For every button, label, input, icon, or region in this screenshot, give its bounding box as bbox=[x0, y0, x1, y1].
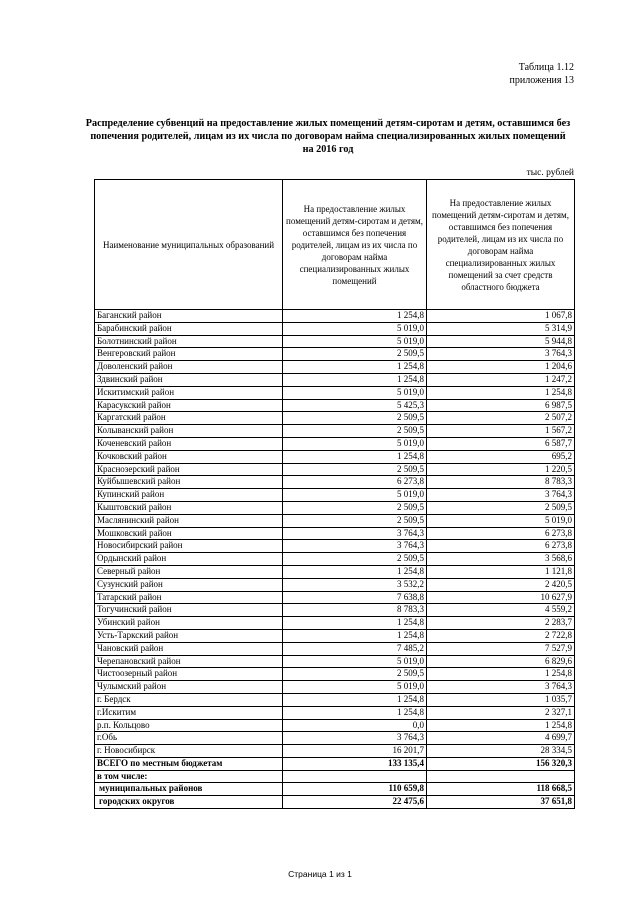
amount-total: 1 254,8 bbox=[283, 450, 427, 463]
municipality-name: Чановский район bbox=[95, 642, 283, 655]
table-row bbox=[95, 476, 575, 489]
amount-total: 1 254,8 bbox=[283, 310, 427, 323]
amount-regional: 1 035,7 bbox=[427, 693, 575, 706]
amount-total: 0,0 bbox=[283, 719, 427, 732]
amount-regional: 1 204,6 bbox=[427, 361, 575, 374]
amount-regional: 1 254,8 bbox=[427, 719, 575, 732]
amount-total: 5 019,0 bbox=[283, 655, 427, 668]
table-row bbox=[95, 399, 575, 412]
amount-total: 2 509,5 bbox=[283, 348, 427, 361]
amount-total: 2 509,5 bbox=[283, 425, 427, 438]
amount-regional: 3 568,6 bbox=[427, 553, 575, 566]
table-row bbox=[95, 527, 575, 540]
municipality-name: г. Бердск bbox=[95, 693, 283, 706]
amount-regional: 6 273,8 bbox=[427, 527, 575, 540]
municipality-name: городских округов bbox=[95, 796, 283, 809]
amount-regional: 1 567,2 bbox=[427, 425, 575, 438]
amount-total: 5 425,3 bbox=[283, 399, 427, 412]
municipality-name: Маслянинский район bbox=[95, 514, 283, 527]
table-row bbox=[95, 629, 575, 642]
amount-total: 3 764,3 bbox=[283, 527, 427, 540]
amount-total: 1 254,8 bbox=[283, 693, 427, 706]
amount-regional: 6 587,7 bbox=[427, 437, 575, 450]
amount-regional: 156 320,3 bbox=[427, 757, 575, 770]
municipality-name: Краснозерский район bbox=[95, 463, 283, 476]
appendix-number: приложения 13 bbox=[509, 75, 574, 86]
municipality-name: муниципальных районов bbox=[95, 783, 283, 796]
municipality-name: Искитимский район bbox=[95, 386, 283, 399]
table-row bbox=[95, 719, 575, 732]
municipality-name: р.п. Кольцово bbox=[95, 719, 283, 732]
amount-total: 6 273,8 bbox=[283, 476, 427, 489]
municipality-name: в том числе: bbox=[95, 770, 283, 783]
units-label: тыс. рублей bbox=[526, 168, 574, 178]
municipality-name: Черепановский район bbox=[95, 655, 283, 668]
table-row bbox=[95, 450, 575, 463]
amount-total bbox=[283, 770, 427, 783]
amount-total: 2 509,5 bbox=[283, 412, 427, 425]
municipality-name: Каргатский район bbox=[95, 412, 283, 425]
amount-regional: 28 334,5 bbox=[427, 745, 575, 758]
table-row bbox=[95, 463, 575, 476]
amount-regional: 5 314,9 bbox=[427, 322, 575, 335]
amount-regional: 1 254,8 bbox=[427, 386, 575, 399]
municipality-name: Ордынский район bbox=[95, 553, 283, 566]
amount-regional: 6 273,8 bbox=[427, 540, 575, 553]
amount-regional: 5 019,0 bbox=[427, 514, 575, 527]
table-row bbox=[95, 361, 575, 374]
amount-regional: 1 121,8 bbox=[427, 565, 575, 578]
subvention-table bbox=[94, 179, 575, 809]
amount-regional bbox=[427, 770, 575, 783]
table-row bbox=[95, 412, 575, 425]
municipality-name: г.Обь bbox=[95, 732, 283, 745]
amount-regional: 2 509,5 bbox=[427, 501, 575, 514]
table-row bbox=[95, 617, 575, 630]
column-header-total: На предоставление жилых помещений детям-сиротам и детям, оставшимся без попечения родителей, лицам из их числа по договорам найма специализированных жилых помещений bbox=[283, 180, 427, 310]
amount-total: 2 509,5 bbox=[283, 553, 427, 566]
total-row bbox=[95, 757, 575, 770]
table-row bbox=[95, 681, 575, 694]
table-row bbox=[95, 335, 575, 348]
table-row bbox=[95, 553, 575, 566]
amount-total: 16 201,7 bbox=[283, 745, 427, 758]
amount-total: 8 783,3 bbox=[283, 604, 427, 617]
table-row bbox=[95, 540, 575, 553]
amount-regional: 118 668,5 bbox=[427, 783, 575, 796]
municipality-name: Новосибирский район bbox=[95, 540, 283, 553]
municipality-name: Венгеровский район bbox=[95, 348, 283, 361]
table-row bbox=[95, 501, 575, 514]
municipality-name: Тогучинский район bbox=[95, 604, 283, 617]
subtotal-row bbox=[95, 796, 575, 809]
municipality-name: Болотнинский район bbox=[95, 335, 283, 348]
amount-regional: 2 420,5 bbox=[427, 578, 575, 591]
amount-regional: 10 627,9 bbox=[427, 591, 575, 604]
table-row bbox=[95, 693, 575, 706]
table-number: Таблица 1.12 bbox=[518, 62, 574, 73]
table-row bbox=[95, 642, 575, 655]
subtotal-row bbox=[95, 783, 575, 796]
municipality-name: Здвинский район bbox=[95, 373, 283, 386]
municipality-name: Татарский район bbox=[95, 591, 283, 604]
amount-total: 1 254,8 bbox=[283, 706, 427, 719]
municipality-name: Усть-Таркский район bbox=[95, 629, 283, 642]
amount-regional: 1 247,2 bbox=[427, 373, 575, 386]
page-counter: Страница 1 из 1 bbox=[288, 869, 352, 879]
amount-regional: 8 783,3 bbox=[427, 476, 575, 489]
municipality-name: Карасукский район bbox=[95, 399, 283, 412]
municipality-name: Доволенский район bbox=[95, 361, 283, 374]
table-row bbox=[95, 578, 575, 591]
table-row bbox=[95, 591, 575, 604]
table-row bbox=[95, 386, 575, 399]
amount-regional: 1 220,5 bbox=[427, 463, 575, 476]
table-row bbox=[95, 489, 575, 502]
table-row bbox=[95, 437, 575, 450]
table-row bbox=[95, 322, 575, 335]
amount-regional: 2 327,1 bbox=[427, 706, 575, 719]
amount-regional: 1 254,8 bbox=[427, 668, 575, 681]
municipality-name: Чулымский район bbox=[95, 681, 283, 694]
amount-regional: 2 507,2 bbox=[427, 412, 575, 425]
table-row bbox=[95, 425, 575, 438]
table-row bbox=[95, 745, 575, 758]
amount-total: 5 019,0 bbox=[283, 489, 427, 502]
document-title: Распределение субвенций на предоставление жилых помещений детям-сиротам и детям, оставшимся без попечения родителей, лицам из их числа по договорам найма специализированных жилых помещений на 2016 год bbox=[85, 118, 571, 155]
amount-regional: 6 987,5 bbox=[427, 399, 575, 412]
amount-total: 133 135,4 bbox=[283, 757, 427, 770]
table-row bbox=[95, 668, 575, 681]
amount-regional: 6 829,6 bbox=[427, 655, 575, 668]
amount-total: 22 475,6 bbox=[283, 796, 427, 809]
table-row bbox=[95, 514, 575, 527]
municipality-name: ВСЕГО по местным бюджетам bbox=[95, 757, 283, 770]
amount-total: 1 254,8 bbox=[283, 629, 427, 642]
table-row bbox=[95, 604, 575, 617]
amount-total: 1 254,8 bbox=[283, 373, 427, 386]
amount-total: 3 764,3 bbox=[283, 540, 427, 553]
column-header-municipality: Наименование муниципальных образований bbox=[95, 180, 283, 310]
amount-total: 5 019,0 bbox=[283, 681, 427, 694]
amount-total: 3 532,2 bbox=[283, 578, 427, 591]
table-header-row bbox=[95, 180, 575, 310]
amount-total: 1 254,8 bbox=[283, 565, 427, 578]
municipality-name: Колыванский район bbox=[95, 425, 283, 438]
amount-regional: 4 699,7 bbox=[427, 732, 575, 745]
amount-regional: 5 944,8 bbox=[427, 335, 575, 348]
amount-total: 2 509,5 bbox=[283, 514, 427, 527]
amount-total: 2 509,5 bbox=[283, 668, 427, 681]
municipality-name: Куйбышевский район bbox=[95, 476, 283, 489]
table-row bbox=[95, 310, 575, 323]
municipality-name: г.Искитим bbox=[95, 706, 283, 719]
amount-regional: 3 764,3 bbox=[427, 348, 575, 361]
municipality-name: Барабинский район bbox=[95, 322, 283, 335]
column-header-regional: На предоставление жилых помещений детям-сиротам и детям, оставшимся без попечения родителей, лицам из их числа по договорам найма специализированных жилых помещений за счет средств областного бюджета bbox=[427, 180, 575, 310]
municipality-name: Чистоозерный район bbox=[95, 668, 283, 681]
municipality-name: Мошковский район bbox=[95, 527, 283, 540]
amount-regional: 1 067,8 bbox=[427, 310, 575, 323]
municipality-name: Сузунский район bbox=[95, 578, 283, 591]
amount-total: 7 638,8 bbox=[283, 591, 427, 604]
municipality-name: Кочковский район bbox=[95, 450, 283, 463]
table-row bbox=[95, 348, 575, 361]
amount-regional: 3 764,3 bbox=[427, 489, 575, 502]
amount-total: 5 019,0 bbox=[283, 335, 427, 348]
amount-regional: 695,2 bbox=[427, 450, 575, 463]
amount-total: 2 509,5 bbox=[283, 501, 427, 514]
table-row bbox=[95, 373, 575, 386]
amount-regional: 7 527,9 bbox=[427, 642, 575, 655]
amount-total: 1 254,8 bbox=[283, 361, 427, 374]
amount-regional: 3 764,3 bbox=[427, 681, 575, 694]
amount-regional: 2 283,7 bbox=[427, 617, 575, 630]
amount-regional: 37 651,8 bbox=[427, 796, 575, 809]
table-reference bbox=[510, 61, 574, 87]
municipality-name: Кыштовский район bbox=[95, 501, 283, 514]
amount-total: 5 019,0 bbox=[283, 386, 427, 399]
table-row bbox=[95, 732, 575, 745]
amount-regional: 4 559,2 bbox=[427, 604, 575, 617]
amount-total: 2 509,5 bbox=[283, 463, 427, 476]
amount-total: 5 019,0 bbox=[283, 437, 427, 450]
table-row bbox=[95, 655, 575, 668]
municipality-name: Баганский район bbox=[95, 310, 283, 323]
including-row bbox=[95, 770, 575, 783]
amount-total: 3 764,3 bbox=[283, 732, 427, 745]
municipality-name: Коченевский район bbox=[95, 437, 283, 450]
table-body bbox=[95, 310, 575, 809]
table-row bbox=[95, 565, 575, 578]
amount-total: 5 019,0 bbox=[283, 322, 427, 335]
amount-total: 110 659,8 bbox=[283, 783, 427, 796]
municipality-name: Северный район bbox=[95, 565, 283, 578]
municipality-name: Убинский район bbox=[95, 617, 283, 630]
amount-regional: 2 722,8 bbox=[427, 629, 575, 642]
municipality-name: г. Новосибирск bbox=[95, 745, 283, 758]
amount-total: 7 485,2 bbox=[283, 642, 427, 655]
table-row bbox=[95, 706, 575, 719]
municipality-name: Купинский район bbox=[95, 489, 283, 502]
amount-total: 1 254,8 bbox=[283, 617, 427, 630]
